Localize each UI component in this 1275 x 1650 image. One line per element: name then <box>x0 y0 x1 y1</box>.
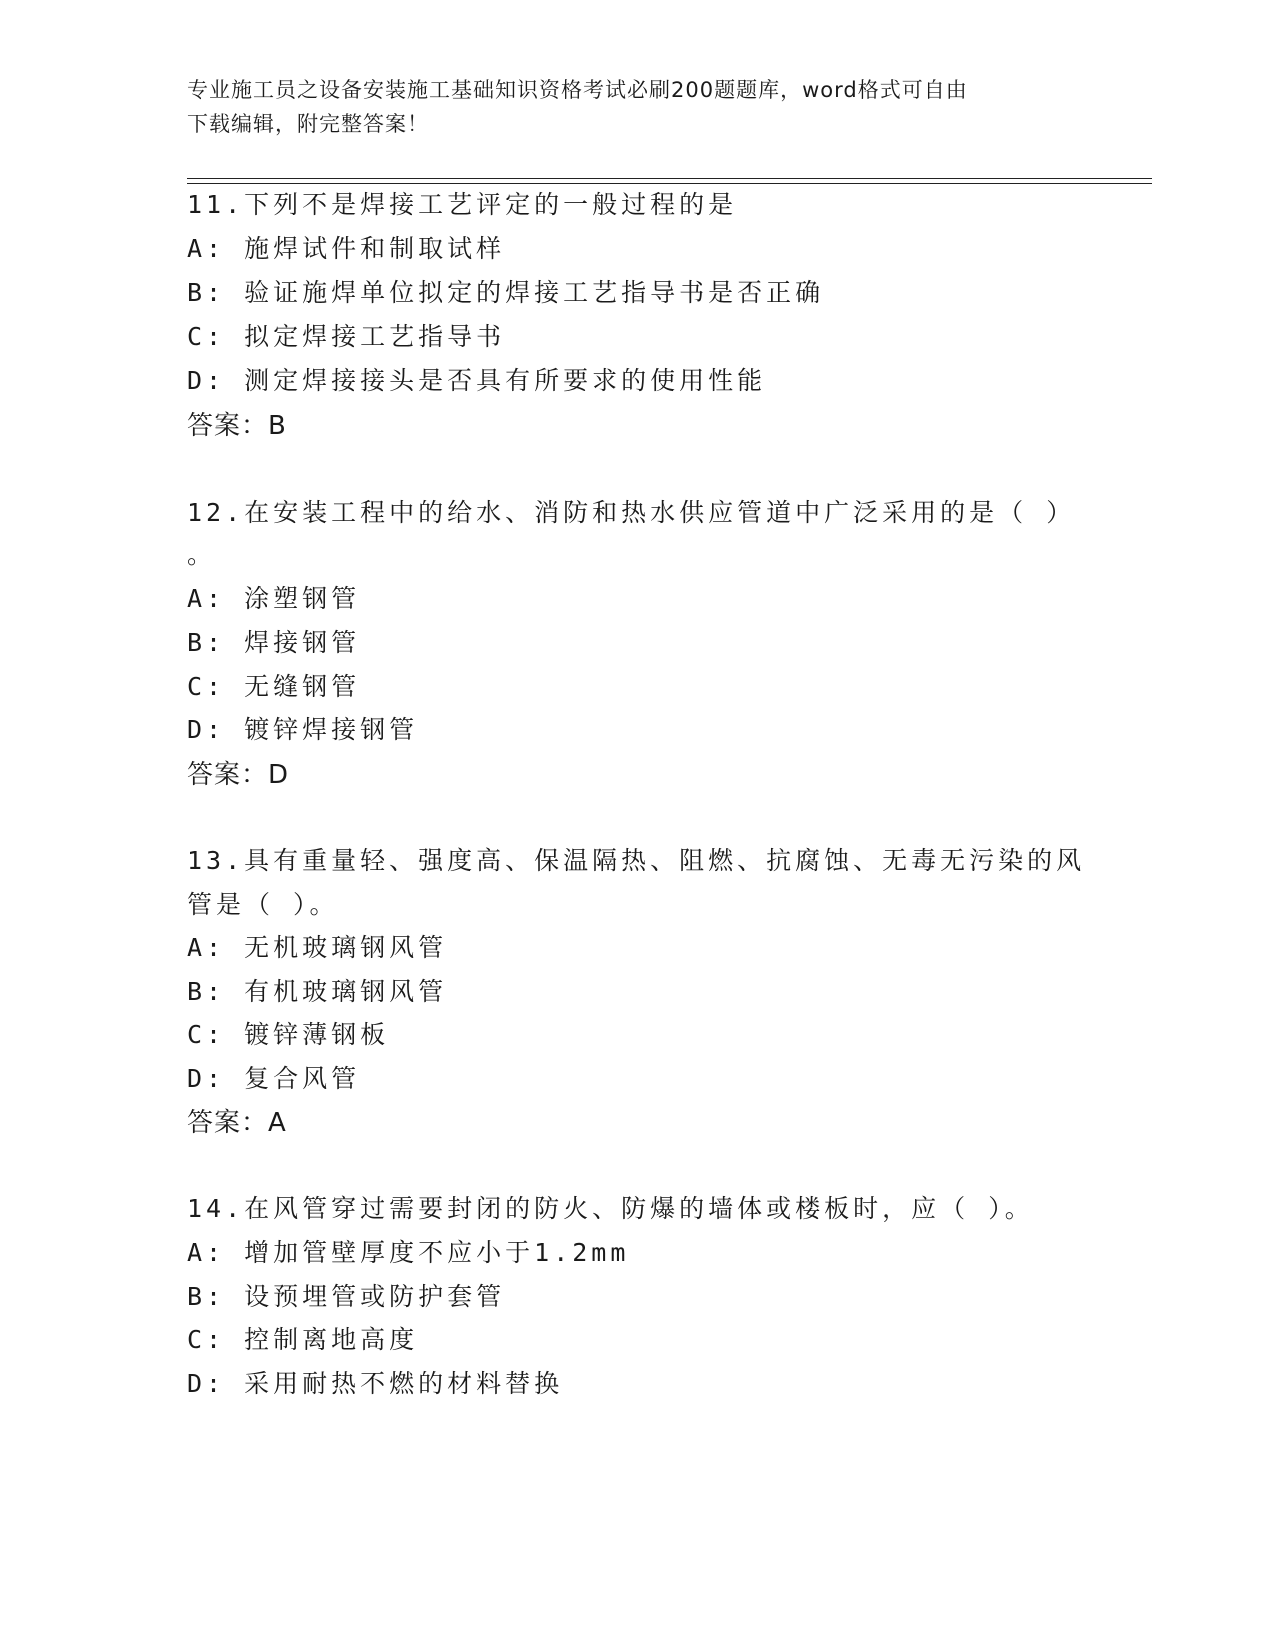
question-12-stem-cont: 。 <box>187 540 217 569</box>
question-13-option-a: A: 无机玻璃钢风管 <box>187 933 448 962</box>
question-12-option-d: D: 镀锌焊接钢管 <box>187 715 419 744</box>
question-13-answer: 答案：A <box>187 1108 287 1138</box>
question-12-answer: 答案：D <box>187 760 290 790</box>
question-14-option-d: D: 采用耐热不燃的材料替换 <box>187 1369 564 1398</box>
question-13-stem: 13.具有重量轻、强度高、保温隔热、阻燃、抗腐蚀、无毒无污染的风 <box>187 846 1086 875</box>
question-11-option-d: D: 测定焊接接头是否具有所要求的使用性能 <box>187 366 767 395</box>
header-divider-top <box>187 178 1152 179</box>
header <box>187 73 1067 141</box>
question-12-option-a: A: 涂塑钢管 <box>187 584 361 613</box>
question-14-option-b: B: 设预埋管或防护套管 <box>187 1282 506 1311</box>
question-11-option-a: A: 施焊试件和制取试样 <box>187 234 506 263</box>
question-12-stem: 12.在安装工程中的给水、消防和热水供应管道中广泛采用的是（ ） <box>187 498 1076 527</box>
question-11-option-b: B: 验证施焊单位拟定的焊接工艺指导书是否正确 <box>187 278 825 307</box>
question-13-stem-cont: 管是（ ）。 <box>187 890 339 919</box>
question-14-stem: 14.在风管穿过需要封闭的防火、防爆的墙体或楼板时，应（ ）。 <box>187 1194 1034 1223</box>
question-14-option-c: C: 控制离地高度 <box>187 1325 419 1354</box>
question-12-option-c: C: 无缝钢管 <box>187 672 361 701</box>
question-13-option-d: D: 复合风管 <box>187 1064 361 1093</box>
question-11-option-c: C: 拟定焊接工艺指导书 <box>187 322 506 351</box>
header-line-2: 下载编辑，附完整答案！ <box>187 112 429 136</box>
question-14-option-a: A: 增加管壁厚度不应小于1.2mm <box>187 1238 630 1267</box>
header-line-1: 专业施工员之设备安装施工基础知识资格考试必刷200题题库，word格式可自由 <box>187 78 968 102</box>
header-divider-bottom <box>187 183 1152 184</box>
question-11-stem: 11.下列不是焊接工艺评定的一般过程的是 <box>187 190 738 219</box>
question-12-option-b: B: 焊接钢管 <box>187 628 361 657</box>
question-11-answer: 答案：B <box>187 411 287 441</box>
question-13-option-b: B: 有机玻璃钢风管 <box>187 977 448 1006</box>
question-13-option-c: C: 镀锌薄钢板 <box>187 1020 390 1049</box>
